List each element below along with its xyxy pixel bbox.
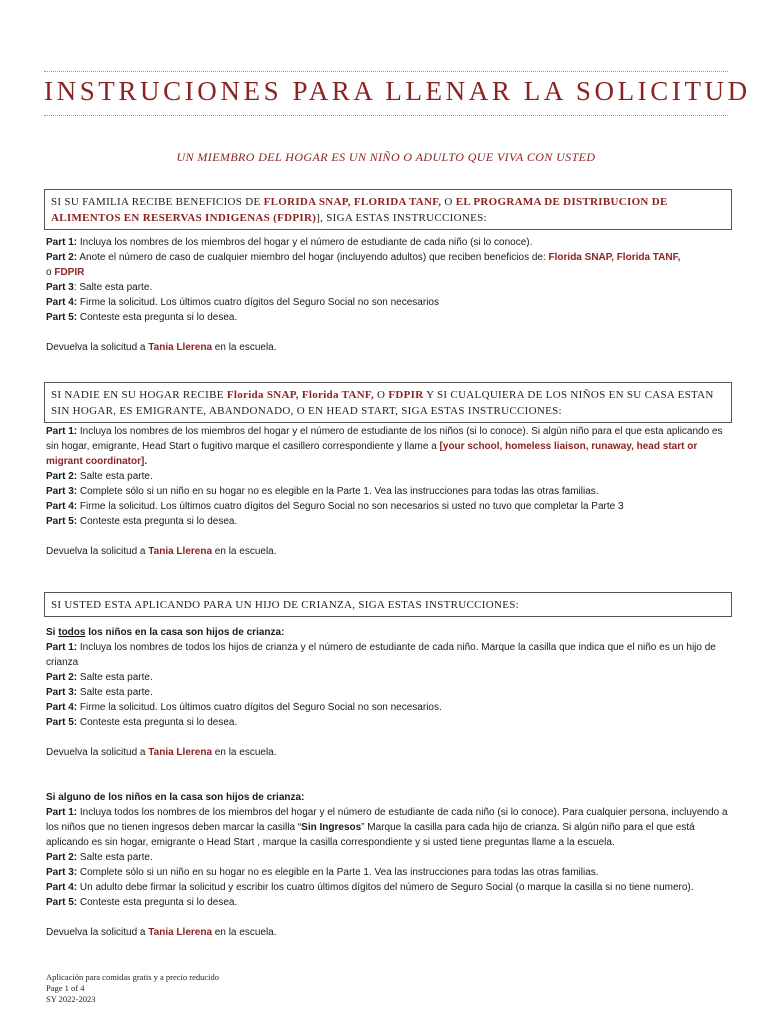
section3-a-part2: Part 2: Salte esta parte. xyxy=(46,672,153,683)
section2-header-end: Y SI CUALQUIERA DE LOS NIÑOS EN SU CASA ESTAN SIN HOGAR, ES EMIGRANTE, ABANDONADO, O EN HEAD START, SIGA ESTAS INSTRUCCIONES: xyxy=(51,389,714,417)
contact-name: Tania Llerena xyxy=(148,546,213,557)
section1-header-box xyxy=(44,189,732,230)
section2-part1: Part 1: Incluya los nombres de los miembros del hogar y el número de estudiante de los niños (si lo conoce). Si algún niño para el que esta aplicando es sin hogar, emigrante, Head Start o fugitivo marque el casillero correspondiente y llame a [your school, homeless liaison, runaway, head start or migrant coordinator]. xyxy=(46,426,723,467)
section2-body xyxy=(46,424,730,559)
section1-header-text: SI SU FAMILIA RECIBE BENEFICIOS DE xyxy=(51,196,264,208)
bottom-dotted-rule xyxy=(44,115,728,116)
footer-title: Aplicación para comidas gratis y a precio reducido xyxy=(46,972,220,982)
section3-a-part1: Part 1: Incluya los nombres de todos los hijos de crianza y el número de estudiante de cada niño. Marque la casilla que indica que el niño es un hijo de crianza xyxy=(46,642,716,668)
footer-school-year: SY 2022-2023 xyxy=(46,994,96,1004)
page-title: INSTRUCIONES PARA LLENAR LA SOLICITUD xyxy=(44,76,751,106)
section3-body xyxy=(46,625,730,940)
page-footer xyxy=(46,972,219,1005)
section1-header-or: O xyxy=(441,196,456,208)
section1-header-fdpir: EL PROGRAMA DE DISTRIBUCION DE ALIMENTOS EN RESERVAS INDIGENAS (FDPIR) xyxy=(51,196,668,224)
page-subtitle: UN MIEMBRO DEL HOGAR ES UN NIÑO O ADULTO QUE VIVA CON USTED xyxy=(176,150,596,164)
section2-header-fdpir: FDPIR xyxy=(388,389,424,401)
section3-header-text: SI USTED ESTA APLICANDO PARA UN HIJO DE CRIANZA, SIGA ESTAS INSTRUCCIONES: xyxy=(51,599,520,611)
contact-name: Tania Llerena xyxy=(148,747,213,758)
section3-subheading-some: Si alguno de los niños en la casa son hijos de crianza: xyxy=(46,792,305,803)
section1-body xyxy=(46,235,730,355)
section1-part4: Part 4: Firme la solicitud. Los últimos cuatro dígitos del Seguro Social no son necesarios xyxy=(46,297,439,308)
section2-header-text: SI NADIE EN SU HOGAR RECIBE xyxy=(51,389,227,401)
section2-part3: Part 3: Complete sólo si un niño en su hogar no es elegible en la Parte 1. Vea las instrucciones para todas las otras familias. xyxy=(46,486,599,497)
section3-return2: Devuelva la solicitud a Tania Llerena en la escuela. xyxy=(46,927,277,938)
section1-part2: Part 2: Anote el número de caso de cualquier miembro del hogar (incluyendo adultos) que reciben beneficios de: Florida SNAP, Florida TANF, o FDPIR xyxy=(46,252,681,278)
section1-return: Devuelva la solicitud a Tania Llerena en la escuela. xyxy=(46,342,277,353)
section2-part2: Part 2: Salte esta parte. xyxy=(46,471,153,482)
section1-header-end: ], SIGA ESTAS INSTRUCCIONES: xyxy=(316,212,487,224)
contact-name: Tania Llerena xyxy=(148,927,213,938)
section3-subheading-all: Si todos los niños en la casa son hijos de crianza: xyxy=(46,627,285,638)
section1-header-programs: FLORIDA SNAP, FLORIDA TANF, xyxy=(263,196,442,208)
section3-b-part3: Part 3: Complete sólo si un niño en su hogar no es elegible en la Parte 1. Vea las instrucciones para todas las otras familias. xyxy=(46,867,599,878)
section3-b-part1: Part 1: Incluya todos los nombres de los miembros del hogar y el número de estudiante de cada niño (si lo conoce). Para cualquier persona, incluyendo a los niños que no tienen ingresos deben marcar la casilla “Sin Ingresos” Marque la casilla para cada hijo de crianza. Si algún niño para el que está aplicando es sin hogar, emigrante o Head Start , marque la casilla correspondiente y si usted tiene preguntas llame a la escuela. xyxy=(46,807,728,848)
section3-a-part5: Part 5: Conteste esta pregunta si lo desea. xyxy=(46,717,238,728)
section3-header-box xyxy=(44,592,732,617)
section3-b-part4: Part 4: Un adulto debe firmar la solicitud y escribir los cuatro últimos dígitos del número de Seguro Social (o marque la casilla si no tiene numero). xyxy=(46,882,694,893)
section2-part4: Part 4: Firme la solicitud. Los últimos cuatro dígitos del Seguro Social no son necesarios si usted no tuvo que completar la Parte 3 xyxy=(46,501,624,512)
section2-header-programs: Florida SNAP, Florida TANF, xyxy=(226,389,374,401)
section3-a-part4: Part 4: Firme la solicitud. Los últimos cuatro dígitos del Seguro Social no son necesarios. xyxy=(46,702,442,713)
top-dotted-rule xyxy=(44,71,728,72)
contact-name: Tania Llerena xyxy=(148,342,213,353)
section2-header-box: SI NADIE EN SU HOGAR RECIBE Florida SNAP, Florida TANF, O FDPIR Y SI CUALQUIERA DE LOS NIÑOS EN SU CASA ESTAN SIN HOGAR, ES EMIGRANTE, ABANDONADO, O EN HEAD START, SIGA ESTAS INSTRUCCIONES: xyxy=(44,382,732,423)
section3-a-part3: Part 3: Salte esta parte. xyxy=(46,687,153,698)
footer-page-number: Page 1 of 4 xyxy=(46,983,85,993)
section1-part3: Part 3: Salte esta parte. xyxy=(46,282,153,293)
section1-part1: Part 1: Incluya los nombres de los miembros del hogar y el número de estudiante de cada niño (si lo conoce). xyxy=(46,237,533,248)
section2-part5: Part 5: Conteste esta pregunta si lo desea. xyxy=(46,516,238,527)
section3-b-part5: Part 5: Conteste esta pregunta si lo desea. xyxy=(46,897,238,908)
section3-b-part2: Part 2: Salte esta parte. xyxy=(46,852,153,863)
section2-return: Devuelva la solicitud a Tania Llerena en la escuela. xyxy=(46,546,277,557)
section3-return: Devuelva la solicitud a Tania Llerena en la escuela. xyxy=(46,747,277,758)
section1-part5: Part 5: Conteste esta pregunta si lo desea. xyxy=(46,312,238,323)
